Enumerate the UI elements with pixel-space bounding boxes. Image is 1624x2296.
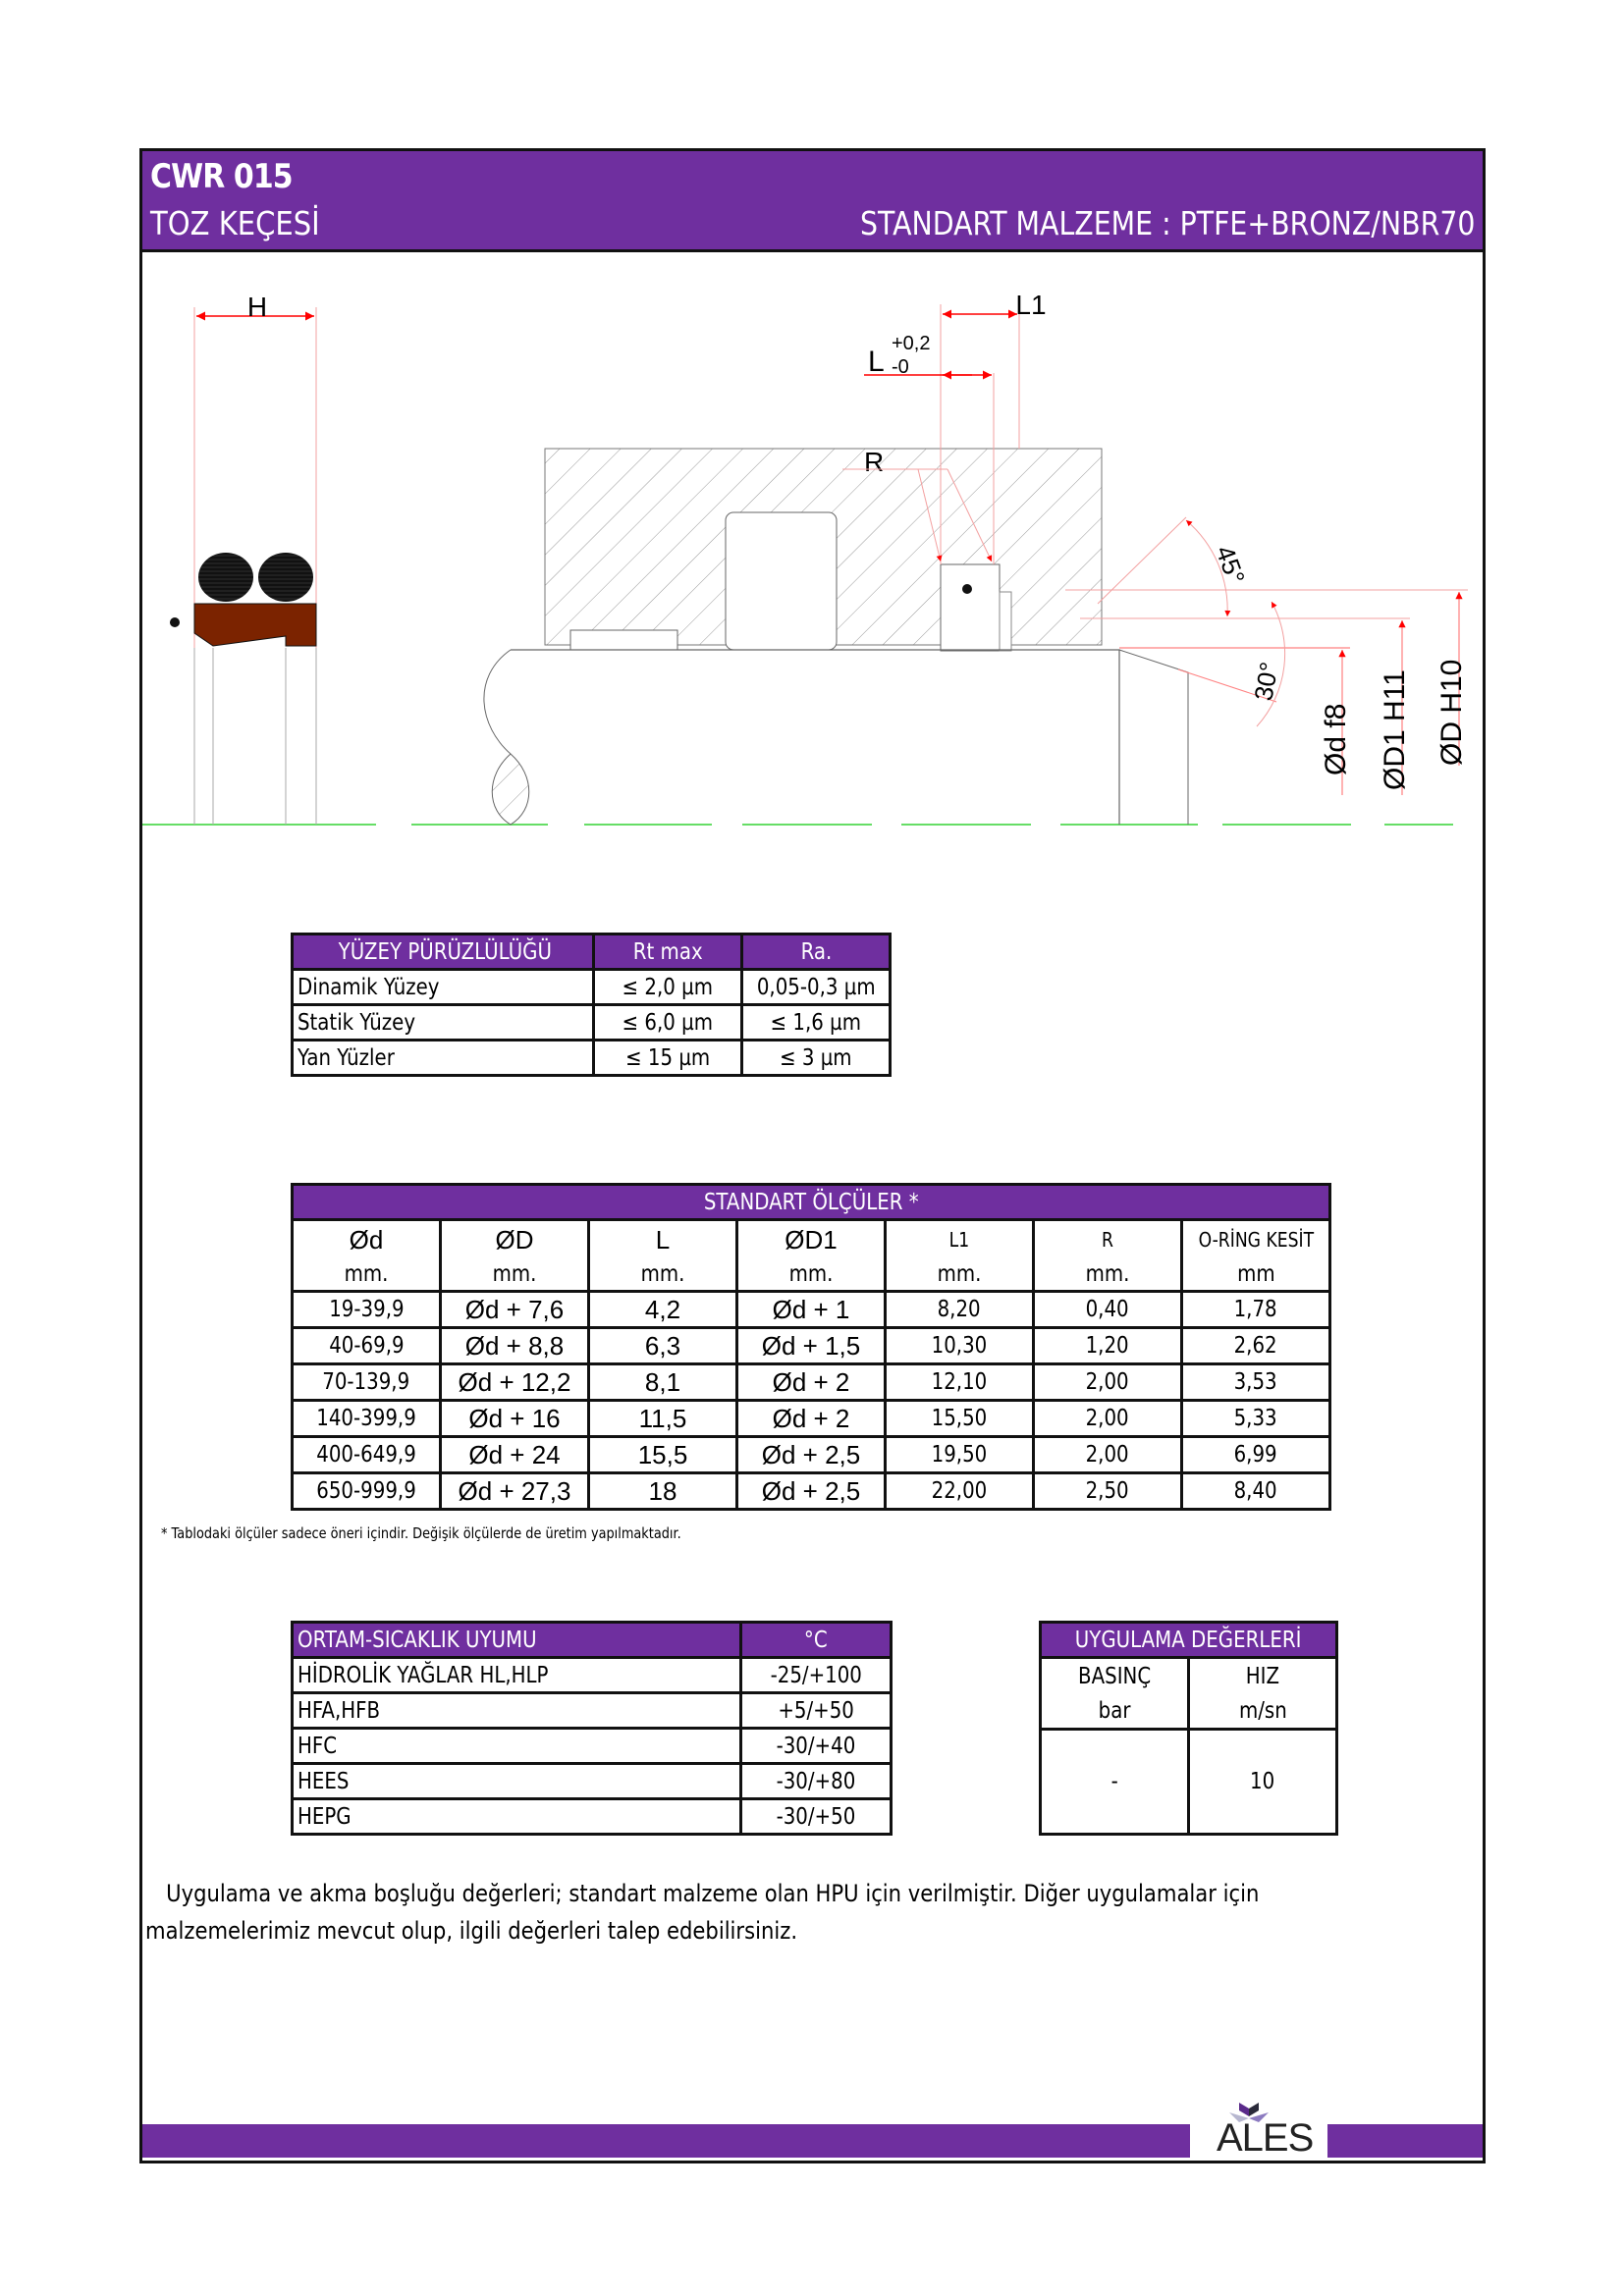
table-row: HEPG -30/+50 bbox=[293, 1799, 892, 1835]
label-R: R bbox=[864, 447, 885, 477]
table-row: 140-399,9 Ød + 16 11,5 Ød + 2 15,50 2,00 5,33 bbox=[293, 1401, 1330, 1437]
oring-1 bbox=[198, 553, 253, 602]
table-row: Statik Yüzey ≤ 6,0 µm ≤ 1,6 µm bbox=[293, 1005, 891, 1041]
label-diameter-D: ØD H10 bbox=[1435, 659, 1468, 766]
header-surface: YÜZEY PÜRÜZLÜLÜĞÜ bbox=[293, 934, 594, 970]
table-row: 70-139,9 Ød + 12,2 8,1 Ød + 2 12,10 2,00 3,53 bbox=[293, 1364, 1330, 1401]
unit-row: mm. mm. mm. mm. mm. mm. mm bbox=[293, 1258, 1330, 1292]
table-row: Dinamik Yüzey ≤ 2,0 µm 0,05-0,3 µm bbox=[293, 970, 891, 1005]
table-row: HFC -30/+40 bbox=[293, 1729, 892, 1764]
table-row: HİDROLİK YAĞLAR HL,HLP -25/+100 bbox=[293, 1658, 892, 1693]
dimension-annotations bbox=[842, 290, 1468, 795]
product-code: CWR 015 bbox=[150, 157, 293, 196]
header-ra: Ra. bbox=[742, 934, 891, 970]
table-footnote: * Tablodaki ölçüler sadece öneri içindir. Değişik ölçülerde de üretim yapılmaktadır. bbox=[161, 1524, 681, 1542]
table-title-row: UYGULAMA DEĞERLERİ bbox=[1041, 1623, 1337, 1658]
oring-2 bbox=[258, 553, 313, 602]
table-header-row bbox=[293, 934, 891, 970]
table-row: 650-999,9 Ød + 27,3 18 Ød + 2,5 22,00 2,50 8,40 bbox=[293, 1473, 1330, 1510]
table-row: 19-39,9 Ød + 7,6 4,2 Ød + 1 8,20 0,40 1,78 bbox=[293, 1292, 1330, 1328]
seal-cross-section bbox=[170, 292, 316, 825]
product-name: TOZ KEÇESİ bbox=[150, 204, 320, 242]
table-title: STANDART ÖLÇÜLER * bbox=[293, 1185, 1330, 1220]
table-row: 40-69,9 Ød + 8,8 6,3 Ød + 1,5 10,30 1,20 2,62 bbox=[293, 1328, 1330, 1364]
label-angle-30: 30° bbox=[1248, 660, 1284, 704]
label-tolerance-plus: +0,2 bbox=[892, 333, 931, 354]
temperature-compatibility-table bbox=[291, 1621, 893, 1836]
housing bbox=[484, 449, 1188, 825]
unit-row: bar m/sn bbox=[1041, 1694, 1337, 1730]
center-dot bbox=[170, 617, 180, 627]
footer-bar-left bbox=[142, 2124, 1190, 2158]
label-H: H bbox=[246, 292, 268, 322]
standard-dimensions-table bbox=[291, 1183, 1331, 1511]
column-header-row: Ød ØD L ØD1 L1 R O-RİNG KESİT bbox=[293, 1220, 1330, 1259]
label-angle-45: 45° bbox=[1210, 541, 1252, 589]
table-row: 400-649,9 Ød + 24 15,5 Ød + 2,5 19,50 2,00 6,99 bbox=[293, 1437, 1330, 1473]
table-row: HFA,HFB +5/+50 bbox=[293, 1693, 892, 1729]
table-row: Yan Yüzler ≤ 15 µm ≤ 3 µm bbox=[293, 1041, 891, 1076]
table-row: HEES -30/+80 bbox=[293, 1764, 892, 1799]
label-tolerance-minus: -0 bbox=[892, 356, 909, 378]
label-diameter-d: Ød f8 bbox=[1320, 703, 1352, 775]
ptfe-ring bbox=[194, 604, 316, 646]
header-rt-max: Rt max bbox=[594, 934, 742, 970]
table-title-row bbox=[293, 1185, 1330, 1220]
column-header-row: BASINÇ HIZ bbox=[1041, 1658, 1337, 1695]
table-row: - 10 bbox=[1041, 1730, 1337, 1835]
logo-text: ALES bbox=[1217, 2116, 1314, 2160]
footer-bar-right bbox=[1327, 2124, 1483, 2158]
label-diameter-D1: ØD1 H11 bbox=[1379, 669, 1411, 790]
label-L: L bbox=[868, 346, 885, 378]
surface-roughness-table bbox=[291, 933, 892, 1077]
technical-drawing bbox=[0, 0, 1624, 883]
standard-material: STANDART MALZEME : PTFE+BRONZ/NBR70 bbox=[859, 204, 1475, 242]
label-L1: L1 bbox=[1015, 290, 1047, 320]
application-note-paragraph: Uygulama ve akma boşluğu değerleri; standart malzeme olan HPU için verilmiştir. Diğer uygulamalar için malzemelerimiz mevcut olup, ilgili değerleri talep edebilirsiniz. bbox=[145, 1880, 1260, 1945]
table-header-row: ORTAM-SICAKLIK UYUMU °C bbox=[293, 1623, 892, 1658]
application-values-table bbox=[1039, 1621, 1338, 1836]
